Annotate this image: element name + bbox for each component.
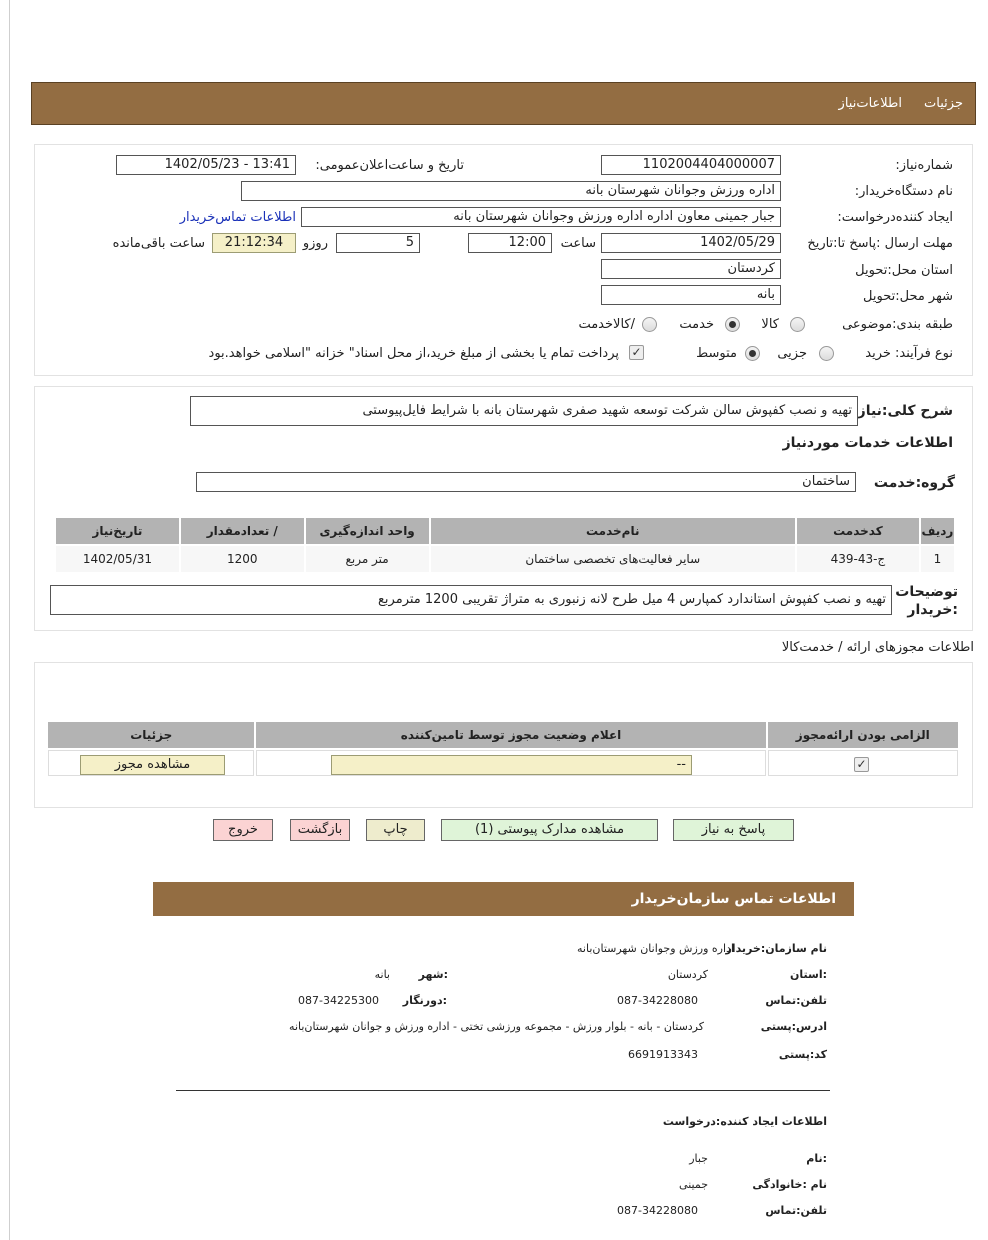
permits-header-required: الزامی بودن ارائه‌مجوز — [768, 722, 958, 748]
contact-header-bar — [153, 882, 854, 916]
view-attachments-button[interactable]: مشاهده مدارک پیوستی (1) — [441, 819, 658, 841]
permits-header-details: جزئیات — [48, 722, 254, 748]
city-field: بانه — [601, 285, 781, 305]
page-left-border — [9, 0, 10, 1240]
contact-org-value: اداره ورزش وجوانان شهرستان‌بانه — [577, 942, 734, 955]
process-minor-label: جزیی — [777, 346, 807, 361]
creator-phone-label: تلفن:تماس — [765, 1204, 827, 1217]
request-number-field: 1102004404000007 — [601, 155, 781, 175]
days-field: 5 — [336, 233, 420, 253]
treasury-payment-label: پرداخت تمام یا بخشی از مبلغ خرید،از محل اسناد" خزانه "اسلامی خواهد.بود — [208, 346, 619, 361]
category-service-radio[interactable] — [725, 317, 740, 332]
cell-service-code: ج-43-439 — [797, 546, 919, 572]
general-description-field: تهیه و نصب کفپوش سالن شرکت توسعه شهید صفری شهرستان بانه با شرایط فایل‌پیوستی — [190, 396, 858, 426]
deadline-time-label: ساعت — [560, 236, 596, 251]
services-heading: اطلاعات خدمات موردنیاز — [782, 435, 953, 451]
tab-details[interactable]: جزئیات — [924, 96, 963, 111]
contact-postal-value: 6691913343 — [628, 1048, 698, 1061]
contact-address-value: کردستان - بانه - بلوار ورزش - مجموعه ورزشی تختی - اداره ورزش و جوانان شهرستان‌بانه — [289, 1020, 704, 1033]
services-header-unit: واحد اندازه‌گیری — [306, 518, 429, 544]
deadline-time-field: 12:00 — [468, 233, 552, 253]
buyer-org-field: اداره ورزش وجوانان شهرستان بانه — [241, 181, 781, 201]
service-group-field: ساختمان — [196, 472, 856, 492]
buyer-contact-link[interactable]: اطلاعات تماس‌خریدار — [179, 210, 296, 225]
reply-button[interactable]: پاسخ به نیاز — [673, 819, 794, 841]
process-medium-radio[interactable] — [745, 346, 760, 361]
contact-city-label: :شهر — [418, 968, 448, 981]
cell-row-no: 1 — [921, 546, 954, 572]
service-group-label: گروه:خدمت — [873, 475, 955, 491]
creator-first-name-label: :نام — [806, 1152, 827, 1165]
contact-phone-label: تلفن:تماس — [765, 994, 827, 1007]
creator-first-name-value: جبار — [689, 1152, 708, 1165]
treasury-payment-checkbox[interactable]: ✓ — [629, 345, 644, 360]
category-goods-label: کالا — [761, 317, 779, 332]
category-service-label: خدمت — [679, 317, 714, 332]
services-table — [54, 516, 956, 574]
deadline-label: مهلت ارسال :پاسخ تا:تاریخ — [807, 236, 953, 251]
process-type-label: نوع فرآیند: خرید — [865, 346, 953, 361]
buyer-org-label: نام دستگاه‌خریدار: — [854, 184, 953, 199]
creator-info-heading: اطلاعات ایجاد کننده:درخواست — [662, 1115, 827, 1128]
tab-request-info[interactable]: اطلاعات‌نیاز — [838, 96, 902, 111]
contact-phone-value: 087-34228080 — [617, 994, 698, 1007]
view-permit-button[interactable]: مشاهده مجوز — [80, 755, 225, 775]
permits-header-status: اعلام وضعیت مجوز توسط تامین‌کننده — [256, 722, 765, 748]
category-goods-radio[interactable] — [790, 317, 805, 332]
print-button[interactable]: چاپ — [366, 819, 425, 841]
permit-required-checkbox: ✓ — [854, 757, 869, 772]
deadline-date-field: 1402/05/29 — [601, 233, 781, 253]
exit-button[interactable]: خروج — [213, 819, 273, 841]
category-goods-service-label: /کالاخدمت — [578, 317, 635, 332]
days-label: روزو — [302, 236, 328, 251]
services-header-date: تاریخ‌نیاز — [56, 518, 179, 544]
remaining-time-field: 21:12:34 — [212, 233, 296, 253]
announce-label: تاریخ و ساعت‌اعلان‌عمومی: — [315, 158, 464, 173]
buyer-notes-label-line1: توضیحات — [895, 584, 958, 600]
contact-postal-label: کد:پستی — [778, 1048, 827, 1061]
process-minor-radio[interactable] — [819, 346, 834, 361]
contact-city-value: بانه — [374, 968, 390, 981]
buyer-notes-label-line2: :خریدار — [907, 602, 958, 618]
cell-quantity: 1200 — [181, 546, 304, 572]
contact-province-label: :استان — [790, 968, 827, 981]
contact-address-label: ادرس:پستی — [760, 1020, 827, 1033]
announce-datetime-field: 1402/05/23 - 13:41 — [116, 155, 296, 175]
category-label: طبقه بندی:موضوعی — [842, 317, 953, 332]
contact-fax-value: 087-34225300 — [298, 994, 379, 1007]
permits-title: اطلاعات مجوزهای ارائه / خدمت‌کالا — [781, 640, 974, 655]
table-row — [56, 546, 954, 572]
contact-fax-label: :دورنگار — [402, 994, 447, 1007]
general-description-label: شرح کلی:نیاز — [857, 403, 953, 419]
contact-title: اطلاعات تماس سازمان‌خریدار — [631, 891, 836, 907]
request-info-panel — [34, 144, 973, 376]
page-header-bar — [31, 82, 976, 125]
creator-label: ایجاد کننده‌درخواست: — [837, 210, 953, 225]
services-header-row-no: ردیف — [921, 518, 954, 544]
contact-org-label: نام سازمان:خریدار — [725, 942, 827, 955]
city-label: شهر محل:تحویل — [863, 289, 953, 304]
category-goods-service-radio[interactable] — [642, 317, 657, 332]
creator-field: جبار جمینی معاون اداره اداره ورزش وجوانان شهرستان بانه — [301, 207, 781, 227]
permit-status-field[interactable]: -- — [331, 755, 692, 775]
creator-last-name-value: جمینی — [679, 1178, 708, 1191]
creator-phone-value: 087-34228080 — [617, 1204, 698, 1217]
cell-service-name: سایر فعالیت‌های تخصصی ساختمان — [431, 546, 795, 572]
cell-unit: متر مربع — [306, 546, 429, 572]
contact-divider — [176, 1090, 830, 1091]
services-header-name: نام‌خدمت — [431, 518, 795, 544]
creator-last-name-label: نام :خانوادگی — [752, 1178, 827, 1191]
province-label: استان محل:تحویل — [855, 263, 953, 278]
services-header-code: کدخدمت — [797, 518, 919, 544]
services-header-quantity: / تعدادمقدار — [181, 518, 304, 544]
remaining-time-label: ساعت باقی‌مانده — [112, 236, 205, 251]
buyer-notes-field: تهیه و نصب کفپوش استاندارد کمپارس 4 میل طرح لانه زنبوری به متراژ تقریبی 1200 مترمربع — [50, 585, 892, 615]
province-field: کردستان — [601, 259, 781, 279]
process-medium-label: متوسط — [696, 346, 737, 361]
cell-need-date: 1402/05/31 — [56, 546, 179, 572]
request-number-label: شماره‌نیاز: — [895, 158, 953, 173]
contact-province-value: کردستان — [667, 968, 708, 981]
back-button[interactable]: بازگشت — [290, 819, 350, 841]
